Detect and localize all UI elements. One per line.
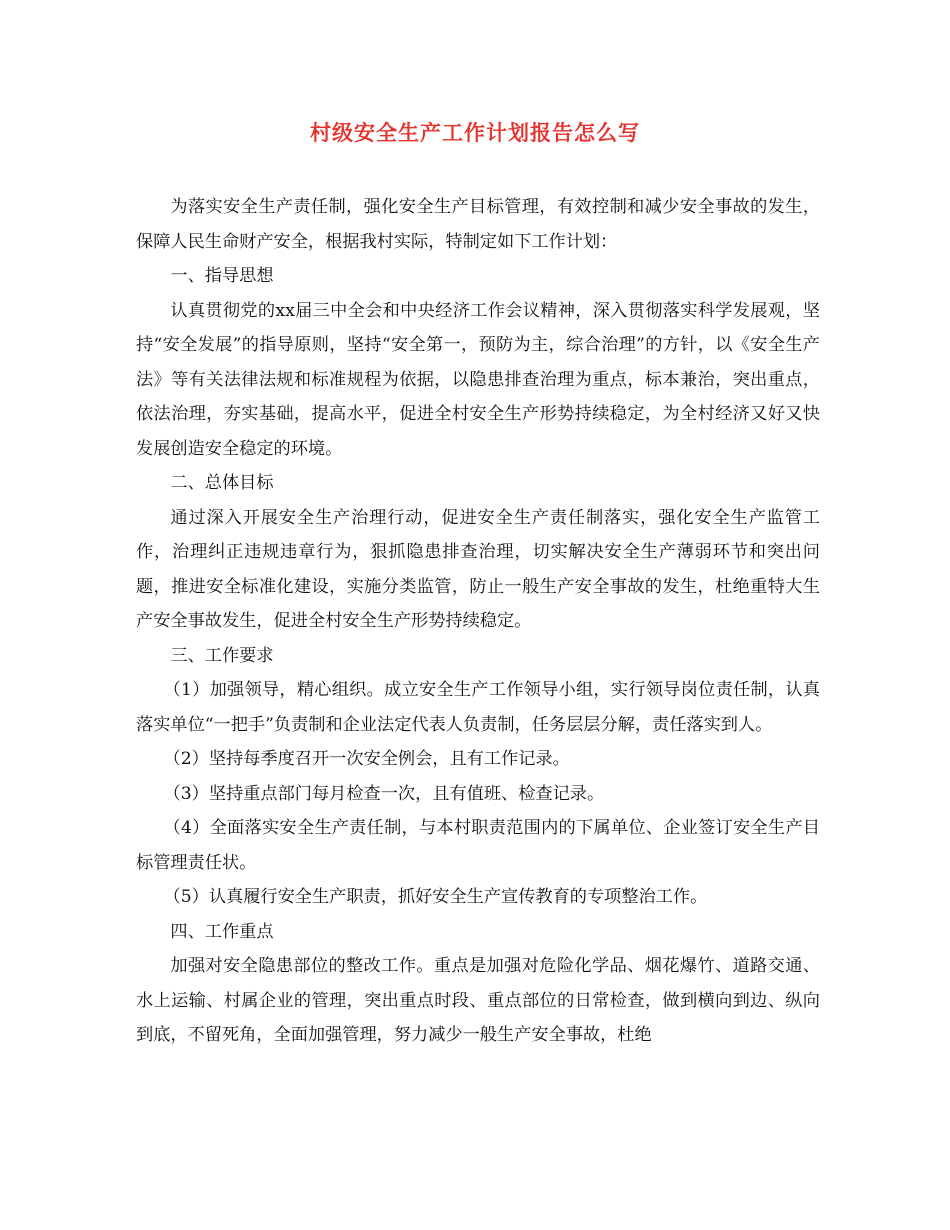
section-heading-guiding-ideology: 一、指导思想 <box>170 266 274 286</box>
intro-paragraph: 为落实安全生产责任制，强化安全生产目标管理，有效控制和减少安全事故的发生，保障人民生命财产安全，根据我村实际，特制定如下工作计划： <box>136 197 820 252</box>
work-focus-paragraph: 加强对安全隐患部位的整改工作。重点是加强对危险化学品、烟花爆竹、道路交通、水上运输、村属企业的管理，突出重点时段、重点部位的日常检查，做到横向到边、纵向到底，不留死角，全面加强管理，努力减少一般生产安全事故，杜绝 <box>136 956 820 1045</box>
document-body <box>136 190 820 1053</box>
requirement-item-3: （3）坚持重点部门每月检查一次，且有值班、检查记录。 <box>163 783 605 804</box>
document-title: 村级安全生产工作计划报告怎么写 <box>310 120 640 145</box>
requirement-item-4: （4）全面落实安全生产责任制，与本村职责范围内的下属单位、企业签订安全生产目标管理责任状。 <box>136 818 820 873</box>
section-heading-work-focus: 四、工作重点 <box>170 921 274 942</box>
section-heading-work-requirements: 三、工作要求 <box>170 645 274 666</box>
guiding-ideology-paragraph: 认真贯彻党的xx届三中全会和中央经济工作会议精神，深入贯彻落实科学发展观，坚持“安全发展”的指导原则，坚持“安全第一，预防为主，综合治理”的方针，以《安全生产法》等有关法律法规和标准规程为依据，以隐患排查治理为重点，标本兼治，突出重点，依法治理，夯实基础，提高水平，促进全村安全生产形势持续稳定，为全村经济又好又快发展创造安全稳定的环境。 <box>136 300 820 459</box>
section-heading-overall-goal: 二、总体目标 <box>170 473 274 493</box>
overall-goal-paragraph: 通过深入开展安全生产治理行动，促进安全生产责任制落实，强化安全生产监管工作，治理纠正违规违章行为，狠抓隐患排查治理，切实解决安全生产薄弱环节和突出问题，推进安全标准化建设，实施分类监管，防止一般生产安全事故的发生，杜绝重特大生产安全事故发生，促进全村安全生产形势持续稳定。 <box>136 507 820 631</box>
requirement-item-1: （1）加强领导，精心组织。成立安全生产工作领导小组，实行领导岗位责任制，认真落实单位“一把手”负责制和企业法定代表人负责制，任务层层分解，责任落实到人。 <box>136 680 820 735</box>
requirement-item-5: （5）认真履行安全生产职责，抓好安全生产宣传教育的专项整治工作。 <box>163 887 708 907</box>
requirement-item-2: （2）坚持每季度召开一次安全例会，且有工作记录。 <box>163 749 570 769</box>
